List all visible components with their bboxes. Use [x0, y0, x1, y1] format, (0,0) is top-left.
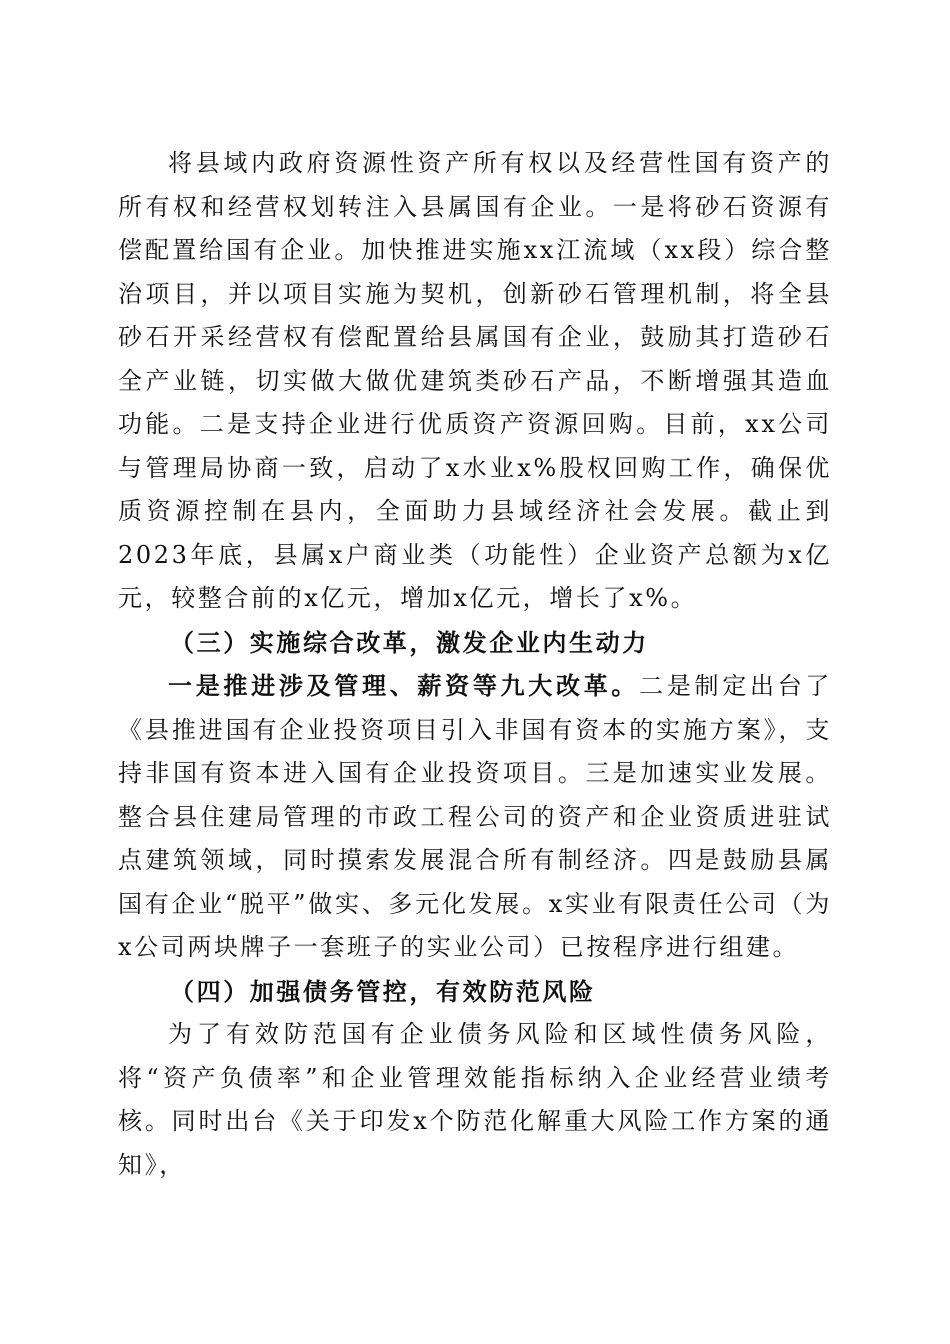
section-heading-comprehensive-reform: （三）实施综合改革，激发企业内生动力: [170, 627, 649, 657]
document-body: [118, 142, 832, 1187]
paragraph-reform-lead: 一是推进涉及管理、薪资等九大改革。: [168, 671, 640, 700]
section-heading-debt-control: （四）加强债务管控，有效防范风险: [170, 976, 596, 1006]
paragraph-asset-transfer: 将县域内政府资源性资产所有权以及经营性国有资产的所有权和经营权划转注入县属国有企业。一是将砂石资源有偿配置给国有企业。加快推进实施xx江流域（xx段）综合整治项目，并以项目实施为契机，创新砂石管理机制，将全县砂石开采经营权有偿配置给县属国有企业，鼓励其打造砂石全产业链，切实做大做优建筑类砂石产品，不断增强其造血功能。二是支持企业进行优质资产资源回购。目前，xx公司与管理局协商一致，启动了x水业x%股权回购工作，确保优质资源控制在县内，全面助力县域经济社会发展。截止到2023年底，县属x户商业类（功能性）企业资产总额为x亿元，较整合前的x亿元，增加x亿元，增长了x%。: [118, 149, 832, 612]
paragraph-debt-risk: 为了有效防范国有企业债务风险和区域性债务风险，将“资产负债率”和企业管理效能指标纳入企业经营业绩考核。同时出台《关于印发x个防范化解重大风险工作方案的通知》，: [118, 1020, 832, 1179]
paragraph-reform-body: 二是制定出台了《县推进国有企业投资项目引入非国有资本的实施方案》，支持非国有资本进入国有企业投资项目。三是加速实业发展。整合县住建局管理的市政工程公司的资产和企业资质进驻试点建筑领域，同时摸索发展混合所有制经济。四是鼓励县属国有企业“脱平”做实、多元化发展。x实业有限责任公司（为x公司两块牌子一套班子的实业公司）已按程序进行组建。: [118, 672, 833, 961]
paragraph-reform: [118, 664, 832, 970]
